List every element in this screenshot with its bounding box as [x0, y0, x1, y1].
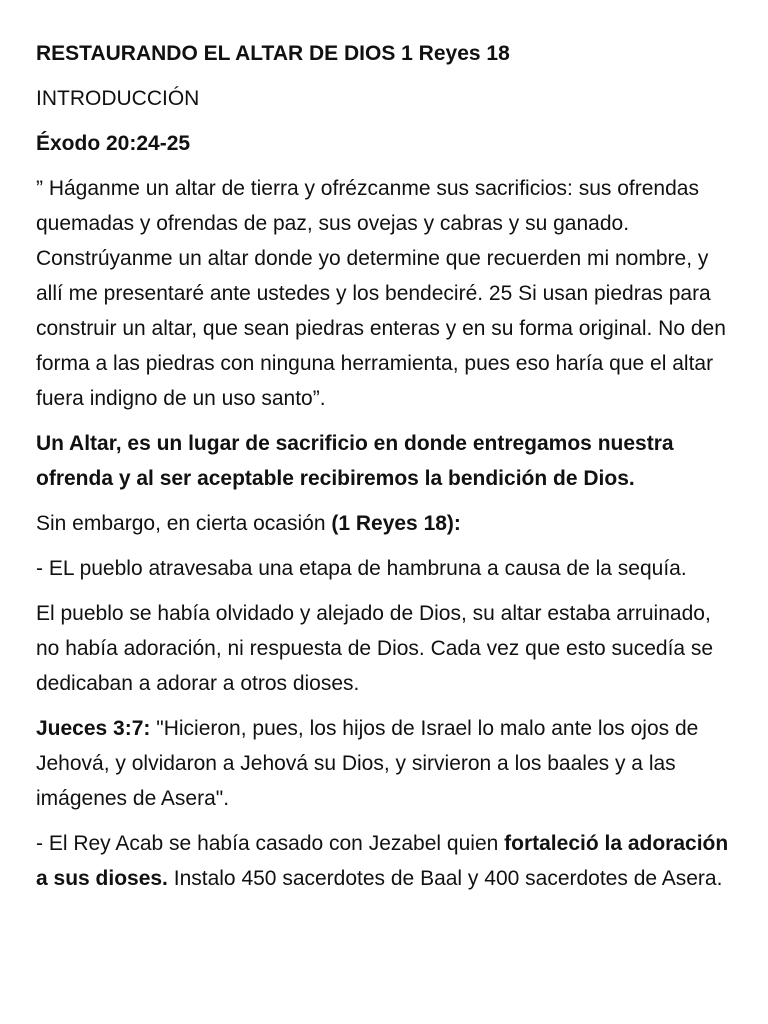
occasion-paragraph: [36, 506, 732, 541]
acab-bold-text: fortaleció la adoración a sus dioses.: [36, 832, 729, 890]
judges-quote: "Hicieron, pues, los hijos de Israel lo malo ante los ojos de Jehová, y olvidaron a Jehová su Dios, y sirvieron a los baales y a las imágenes de Asera".: [36, 717, 699, 810]
judges-reference: Jueces 3:7:: [36, 717, 151, 740]
judges-paragraph: [36, 711, 732, 816]
altar-definition: Un Altar, es un lugar de sacrificio en donde entregamos nuestra ofrenda y al ser aceptable recibiremos la bendición de Dios.: [36, 432, 674, 490]
famine-paragraph: - EL pueblo atravesaba una etapa de hambruna a causa de la sequía.: [36, 557, 687, 580]
acab-text-end: Instalo 450 sacerdotes de Baal y 400 sacerdotes de Asera.: [167, 867, 723, 890]
acab-paragraph: [36, 826, 732, 896]
occasion-text: Sin embargo, en cierta ocasión: [36, 512, 332, 535]
introduction-heading: INTRODUCCIÓN: [36, 87, 200, 110]
exodus-quote: ” Háganme un altar de tierra y ofrézcanme sus sacrificios: sus ofrendas quemadas y ofrendas de paz, sus ovejas y cabras y su ganado. Constrúyanme un altar donde yo determine que recuerden mi nombre, y allí me presentaré ante ustedes y los bendeciré. 25 Si usan piedras para construir un altar, que sean piedras enteras y en su forma original. No den forma a las piedras con ninguna herramienta, pues eso haría que el altar fuera indigno de un uso santo”.: [36, 177, 726, 410]
acab-text-start: - El Rey Acab se había casado con Jezabel quien: [36, 832, 505, 855]
occasion-reference: (1 Reyes 18):: [331, 512, 461, 535]
exodus-reference: Éxodo 20:24-25: [36, 132, 191, 155]
document-title: RESTAURANDO EL ALTAR DE DIOS 1 Reyes 18: [36, 42, 510, 65]
forgotten-paragraph: El pueblo se había olvidado y alejado de Dios, su altar estaba arruinado, no había adoración, ni respuesta de Dios. Cada vez que esto sucedía se dedicaban a adorar a otros dioses.: [36, 602, 714, 695]
